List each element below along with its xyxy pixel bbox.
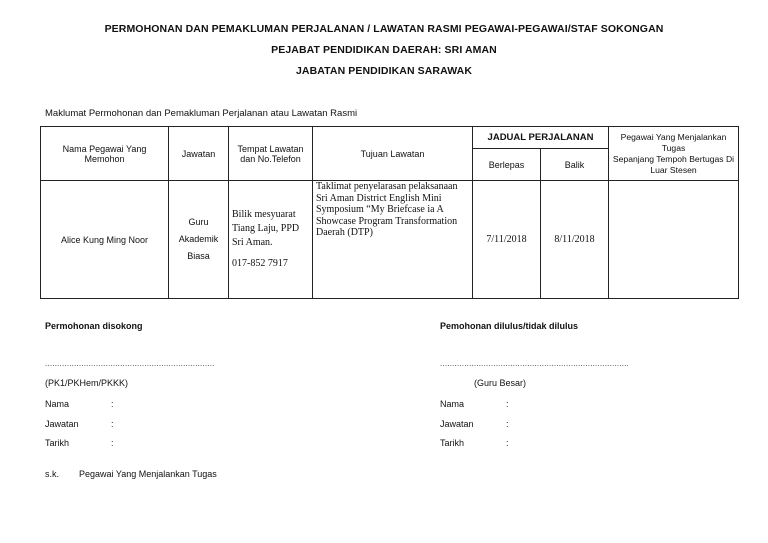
col-header-berlepas: Berlepas	[473, 149, 541, 181]
intro-text: Maklumat Permohonan dan Pemakluman Perjalanan atau Lawatan Rasmi	[45, 108, 358, 119]
col-header-tempat: Tempat Lawatan dan No.Telefon	[229, 127, 313, 181]
right-jawatan-colon: :	[506, 419, 509, 429]
right-block-title: Pemohonan dilulus/tidak dilulus	[440, 321, 579, 331]
cell-berlepas: 7/11/2018	[473, 181, 541, 299]
department-name: JABATAN PENDIDIKAN SARAWAK	[295, 65, 473, 77]
right-nama-label: Nama	[440, 399, 465, 409]
form-title: PERMOHONAN DAN PEMAKLUMAN PERJALANAN / LAWATAN RASMI PEGAWAI-PEGAWAI/STAF SOKONGAN	[104, 23, 664, 35]
cell-tempat	[229, 181, 313, 299]
col-header-tujuan: Tujuan Lawatan	[313, 127, 473, 181]
table-header-row	[41, 127, 739, 149]
cell-jawatan	[169, 181, 229, 299]
col-header-balik: Balik	[541, 149, 609, 181]
cell-pegawai	[609, 181, 739, 299]
right-jawatan-label: Jawatan	[440, 419, 474, 429]
col-header-pegawai-line2: Sepanjang Tempoh Bertugas Di Luar Stesen	[612, 153, 735, 175]
right-tarikh-colon: :	[506, 438, 509, 448]
col-header-nama: Nama Pegawai Yang Memohon	[41, 127, 169, 181]
office-name: PEJABAT PENDIDIKAN DAERAH: SRI AMAN	[271, 44, 497, 56]
col-header-jawatan: Jawatan	[169, 127, 229, 181]
left-block-title: Permohonan disokong	[45, 321, 143, 331]
right-nama-colon: :	[506, 399, 509, 409]
right-signature-line: ..............................................................................	[440, 359, 629, 368]
left-jawatan-colon: :	[111, 419, 114, 429]
table-row	[41, 181, 739, 299]
col-header-jadual: JADUAL PERJALANAN	[473, 127, 609, 149]
col-header-pegawai	[609, 127, 739, 181]
cell-jawatan-line1: Guru	[188, 217, 209, 227]
right-role: (Guru Besar)	[474, 378, 527, 388]
cell-tempat-text: Bilik mesyuarat Tiang Laju, PPD Sri Aman.	[232, 209, 300, 248]
left-nama-colon: :	[111, 399, 114, 409]
cell-balik: 8/11/2018	[541, 181, 609, 299]
left-jawatan-label: Jawatan	[45, 419, 79, 429]
travel-table	[40, 126, 739, 299]
left-role: (PK1/PKHem/PKKK)	[45, 378, 129, 388]
left-nama-label: Nama	[45, 399, 70, 409]
col-header-pegawai-line1: Pegawai Yang Menjalankan Tugas	[620, 131, 727, 153]
cell-jawatan-line2: Akademik	[178, 234, 219, 244]
left-signature-line: ......................................................................	[45, 359, 215, 368]
cell-telefon: 017-852 7917	[232, 258, 288, 269]
right-tarikh-label: Tarikh	[440, 438, 465, 448]
left-tarikh-label: Tarikh	[45, 438, 70, 448]
cell-nama: Alice Kung Ming Noor	[41, 181, 169, 299]
sk-label: s.k.	[45, 469, 60, 479]
left-tarikh-colon: :	[111, 438, 114, 448]
sk-text: Pegawai Yang Menjalankan Tugas	[79, 469, 217, 479]
cell-tujuan: Taklimat penyelarasan pelaksanaan Sri Aman District English Mini Symposium “My Briefcase ia A Showcase Program Transformation Daerah (DTP)	[313, 181, 473, 299]
cell-jawatan-line3: Biasa	[187, 251, 210, 261]
